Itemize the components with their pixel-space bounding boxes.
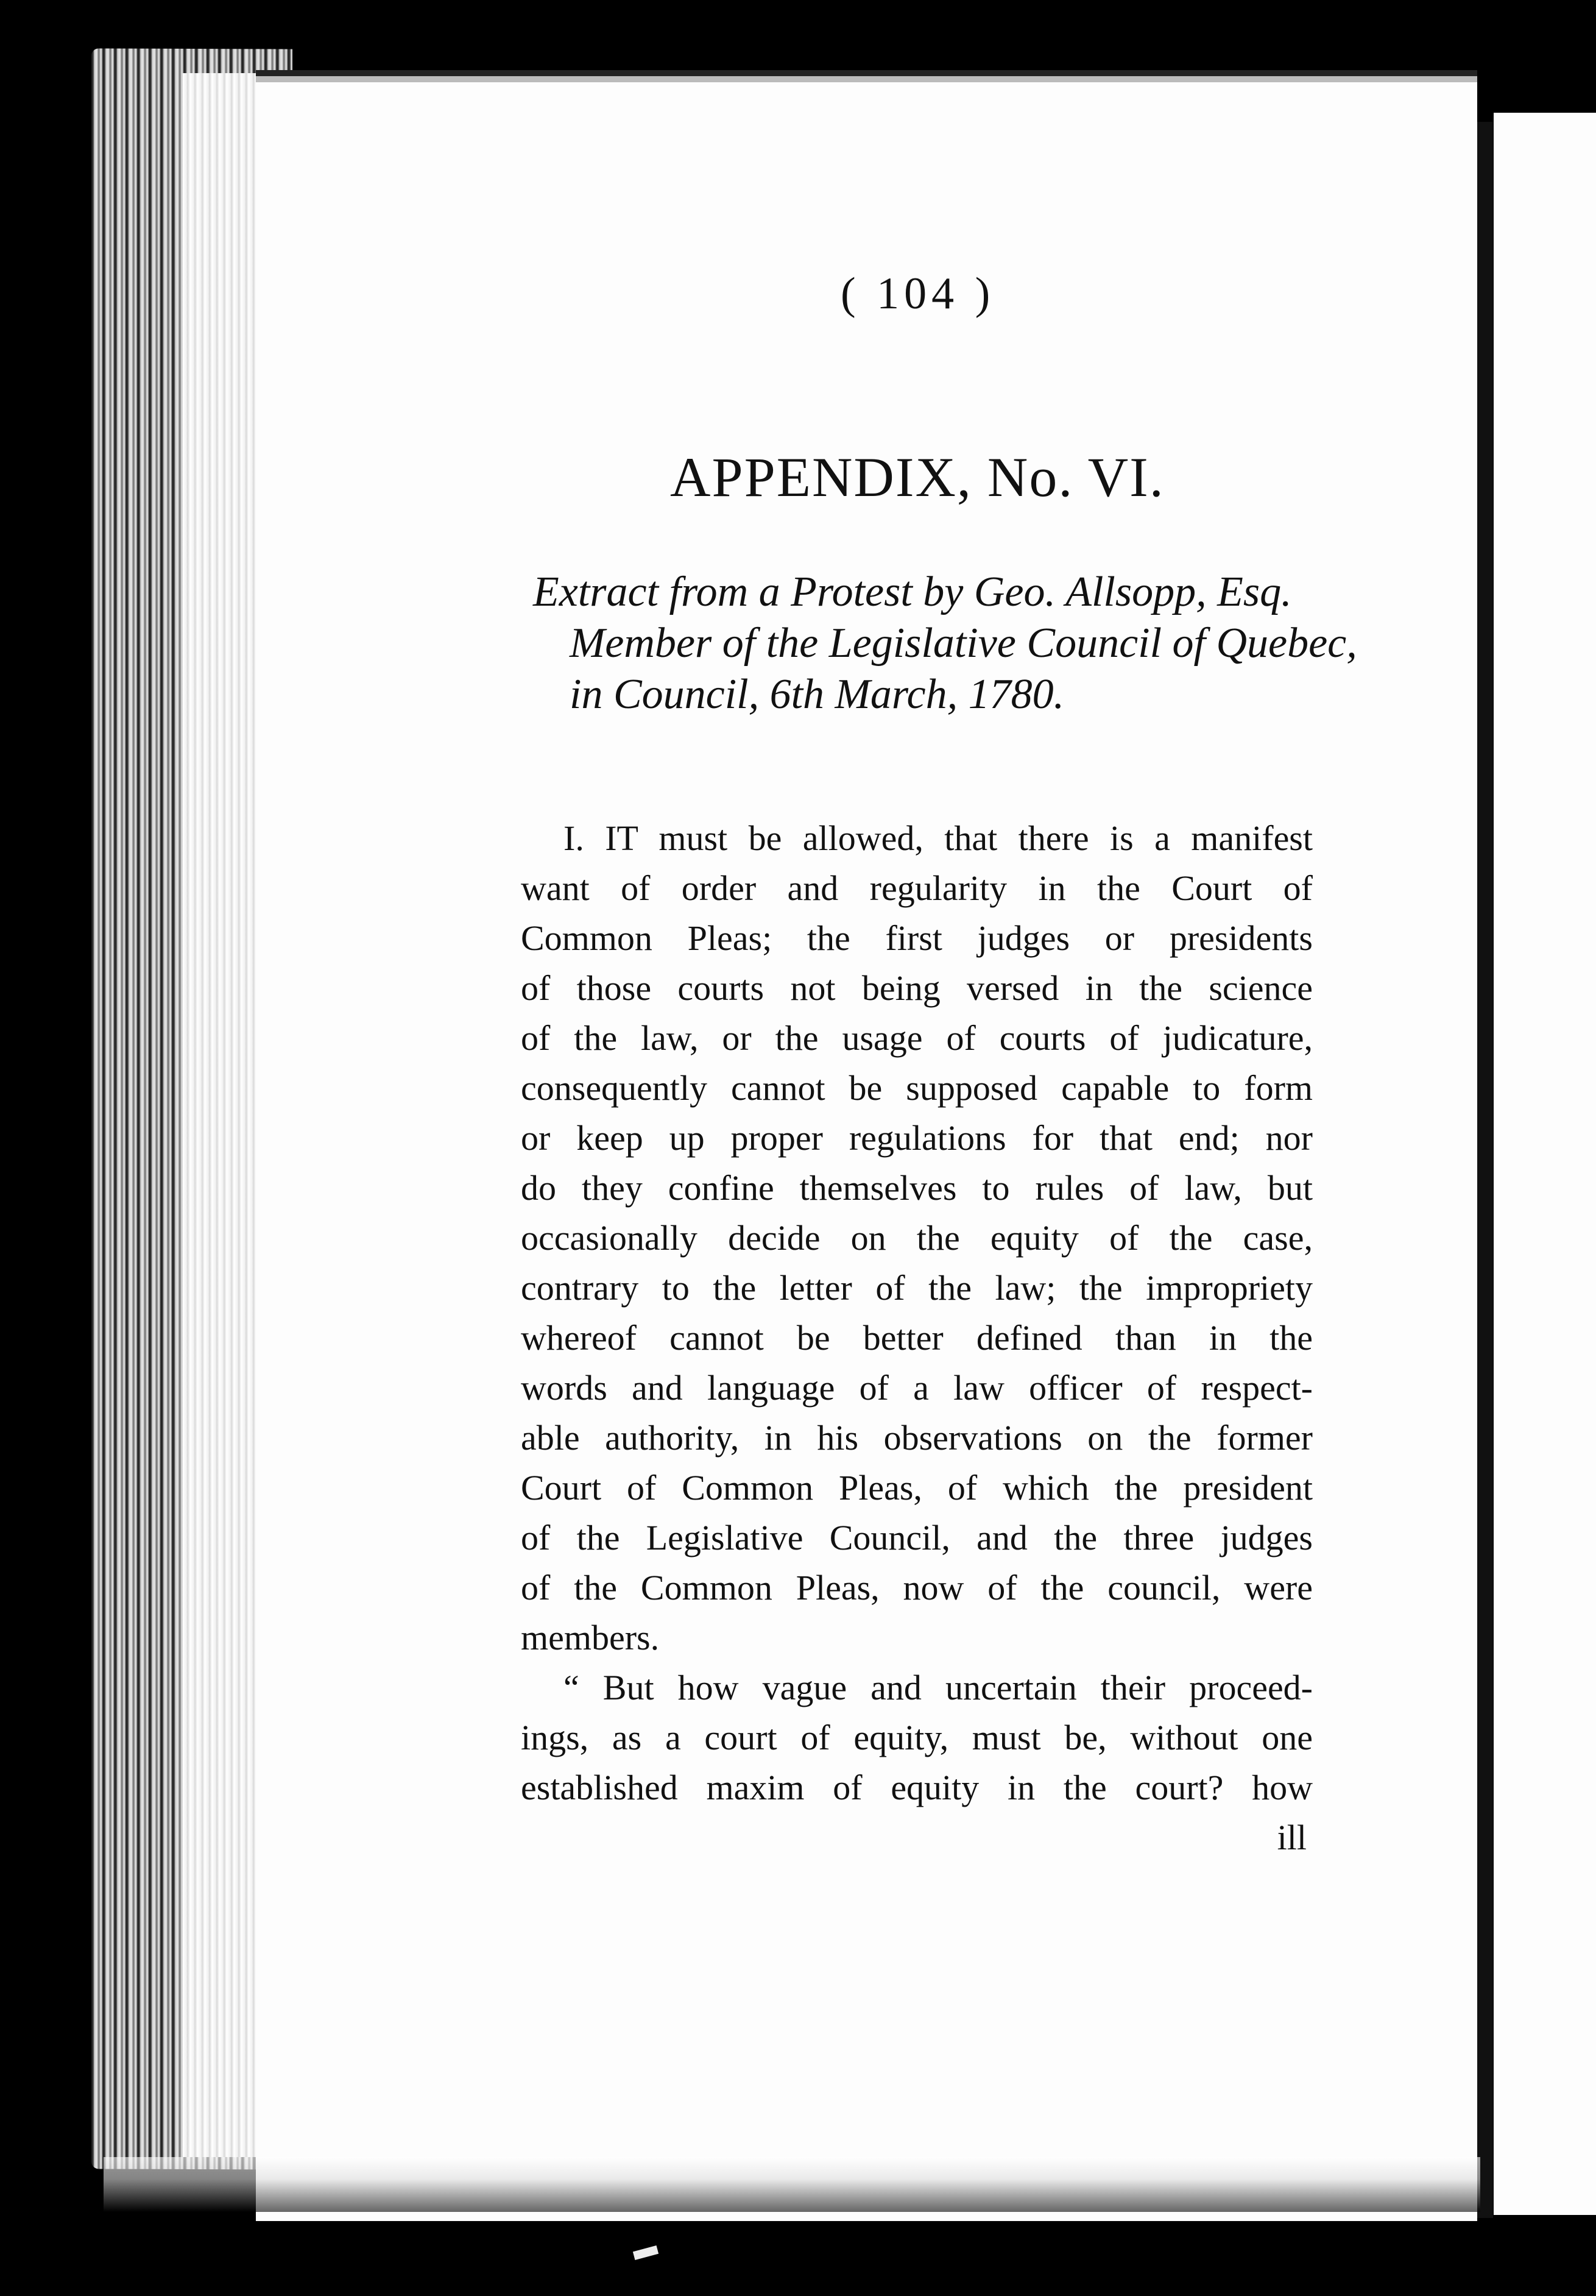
body-line: Court of Common Pleas, of which the president xyxy=(521,1468,1313,1508)
body-line: want of order and regularity in the Court of xyxy=(521,868,1313,908)
body-line: of the Legislative Council, and the three judges xyxy=(521,1518,1313,1557)
body-text xyxy=(521,813,1313,1863)
page-bottom-shadow xyxy=(104,2157,1480,2212)
page-number: ( 104 ) xyxy=(841,269,995,319)
body-line: or keep up proper regulations for that end; nor xyxy=(521,1118,1313,1158)
subtitle-line: Extract from a Protest by Geo. Allsopp, Esq. xyxy=(533,569,1292,615)
body-line: ings, as a court of equity, must be, without one xyxy=(521,1718,1313,1757)
body-line: of the law, or the usage of courts of judicature, xyxy=(521,1018,1313,1058)
appendix-heading: APPENDIX, No. VI. xyxy=(670,446,1165,508)
body-line: I. IT must be allowed, that there is a manifest xyxy=(563,818,1313,858)
scan-artifact xyxy=(633,2245,659,2260)
body-line: occasionally decide on the equity of the case, xyxy=(521,1218,1313,1258)
body-line: “ But how vague and uncertain their proceed- xyxy=(563,1668,1313,1707)
body-line: able authority, in his observations on the former xyxy=(521,1418,1313,1458)
facing-page xyxy=(1494,113,1596,2215)
catchword: ill xyxy=(1277,1818,1307,1857)
subtitle-line: Member of the Legislative Council of Quebec, xyxy=(570,620,1357,667)
body-line: established maxim of equity in the court? how xyxy=(521,1768,1313,1807)
body-line: members. xyxy=(521,1618,660,1657)
body-line: do they confine themselves to rules of law, but xyxy=(521,1168,1313,1208)
body-line: Common Pleas; the first judges or presidents xyxy=(521,918,1313,958)
body-line: whereof cannot be better defined than in the xyxy=(521,1318,1313,1358)
body-line: consequently cannot be supposed capable to form xyxy=(521,1068,1313,1108)
appendix-subtitle xyxy=(533,567,1357,720)
body-line: contrary to the letter of the law; the impropriety xyxy=(521,1268,1313,1308)
book-gutter xyxy=(1477,122,1493,2218)
body-line: of the Common Pleas, now of the council, were xyxy=(521,1568,1313,1607)
subtitle-line: in Council, 6th March, 1780. xyxy=(570,671,1065,718)
body-line: words and language of a law officer of respect- xyxy=(521,1368,1313,1408)
body-line: of those courts not being versed in the science xyxy=(521,968,1313,1008)
